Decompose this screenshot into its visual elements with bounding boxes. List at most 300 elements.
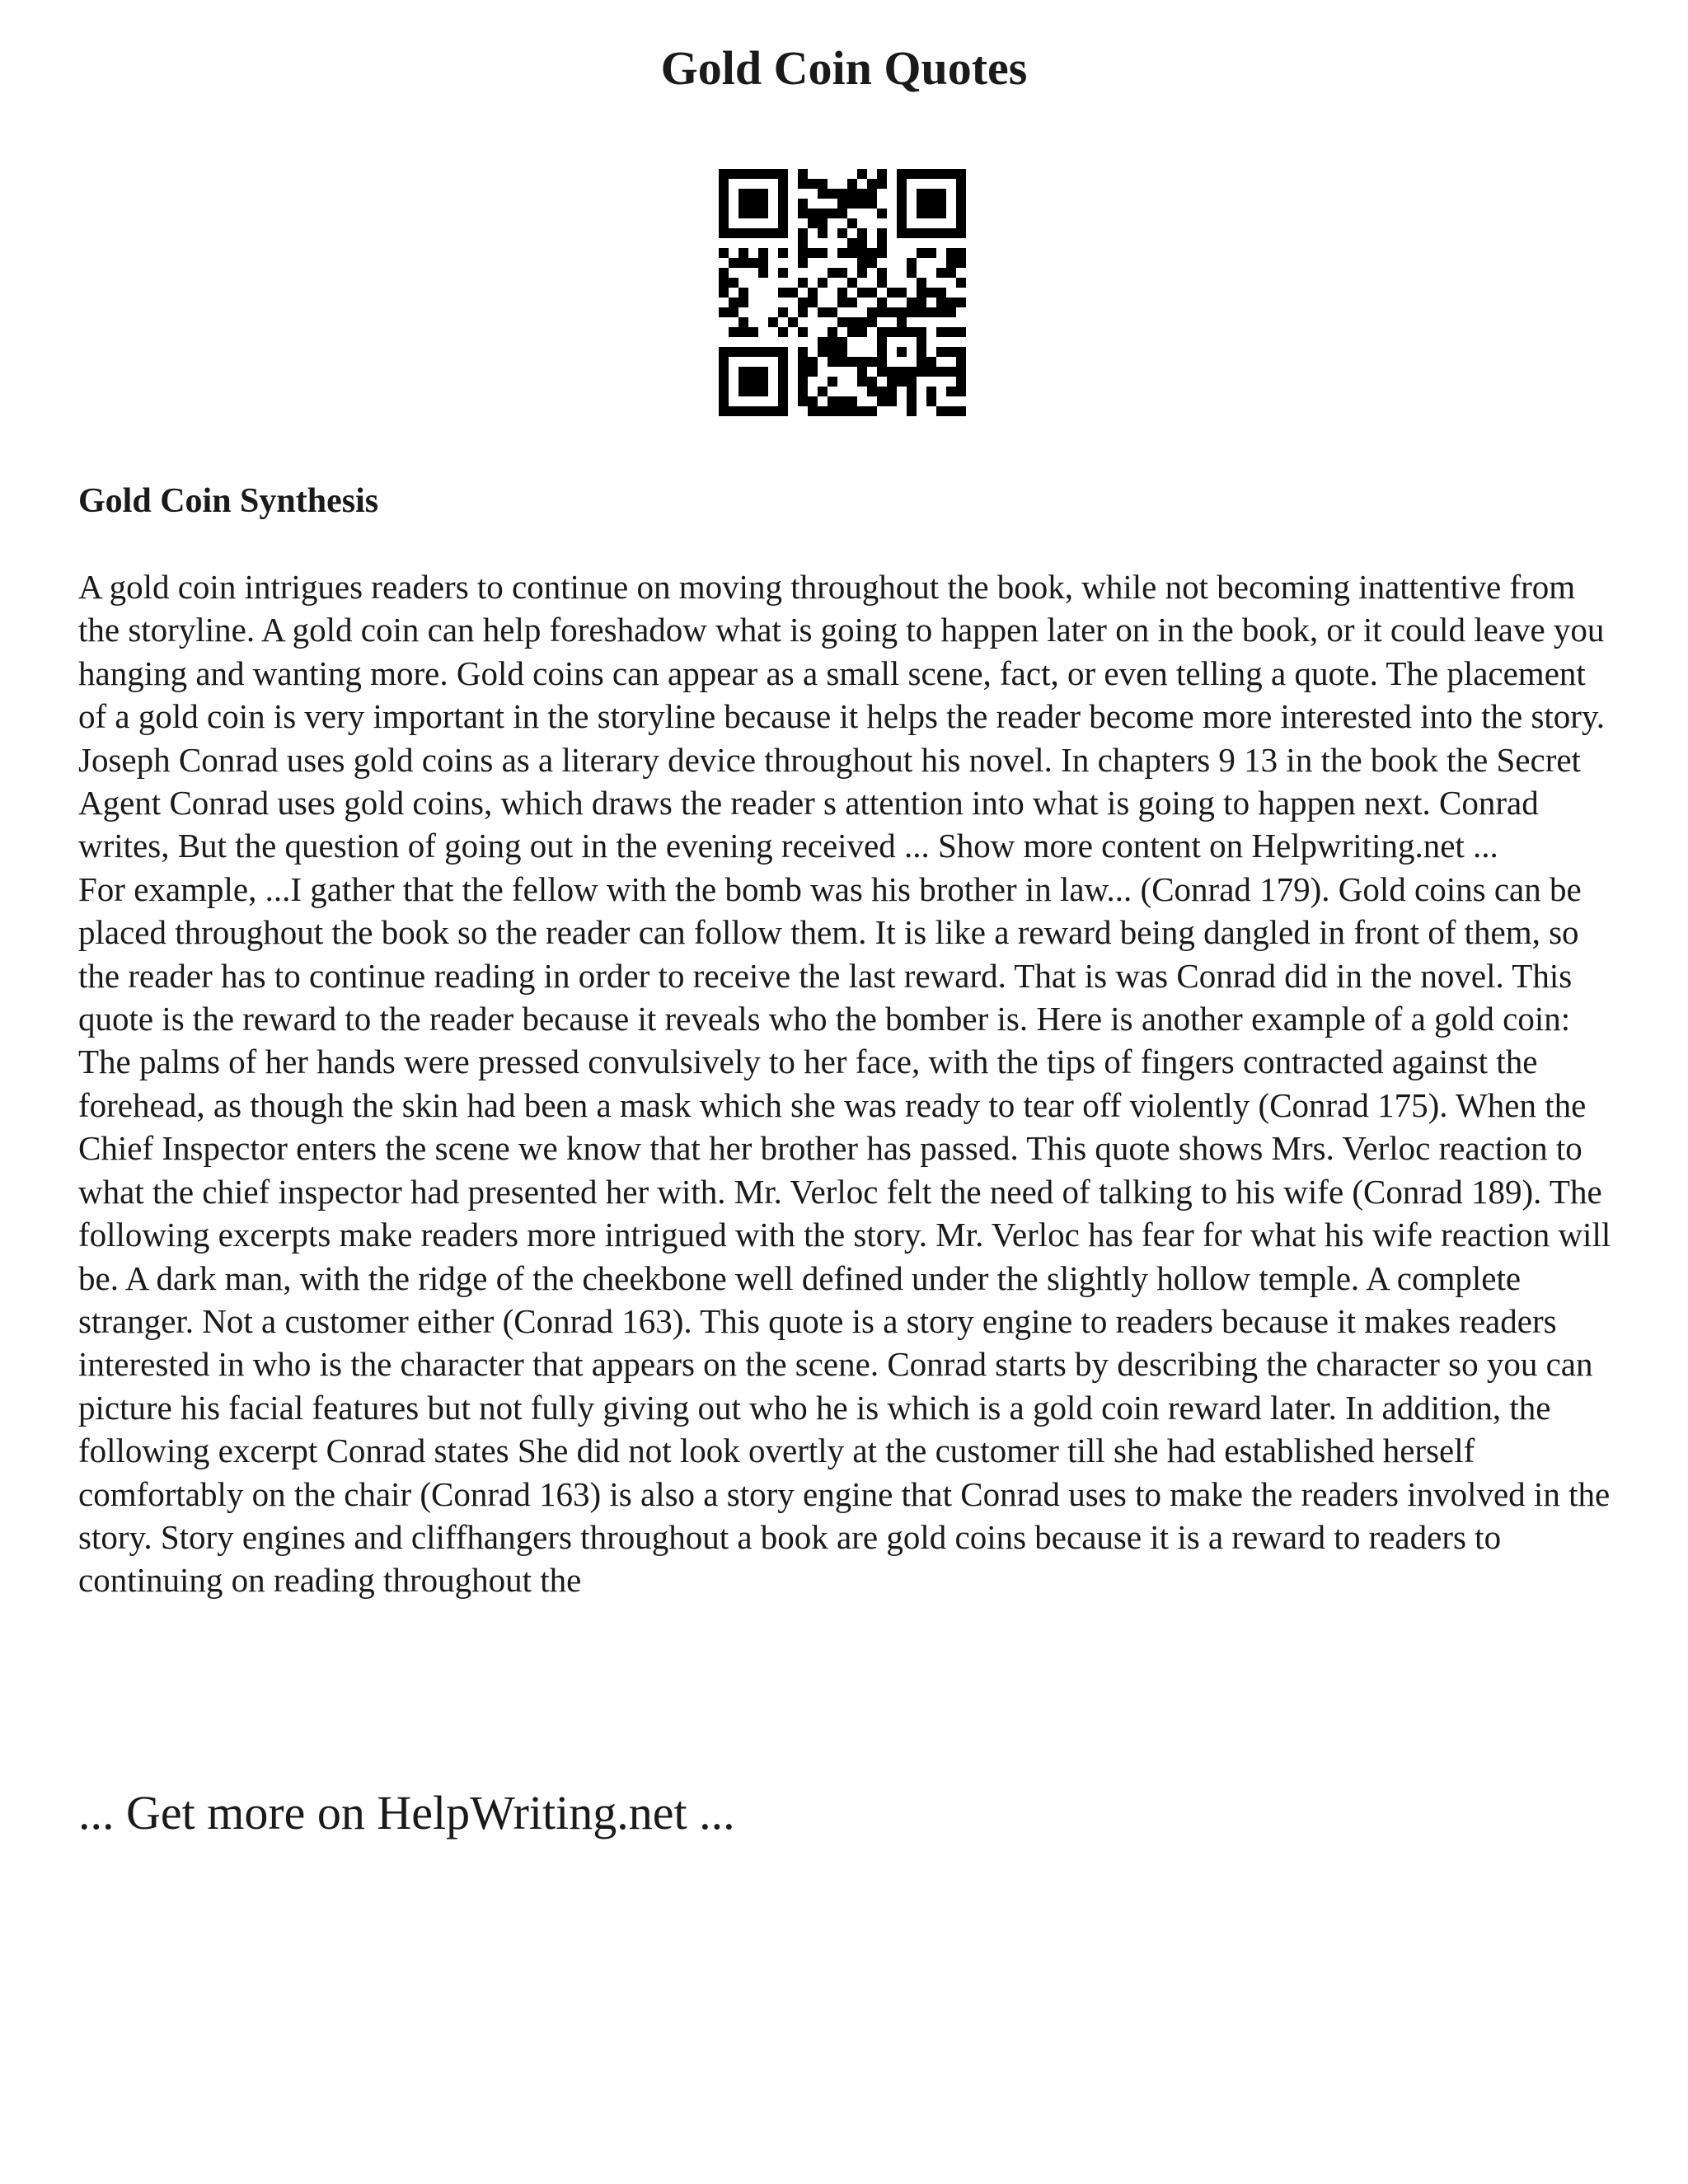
qr-module [867,406,877,416]
qr-module [956,169,966,179]
qr-module [828,337,837,347]
qr-module [907,228,917,238]
qr-module [778,209,788,218]
qr-module [758,367,768,377]
qr-module [907,327,917,337]
qr-module [818,278,828,288]
qr-module [778,268,788,278]
qr-module [808,179,818,189]
qr-module [818,347,828,357]
qr-module [748,367,758,377]
qr-module [907,307,917,317]
qr-module [738,298,748,307]
qr-module [936,169,946,179]
qr-module [877,357,887,367]
qr-module [946,406,956,416]
qr-module [719,288,729,298]
qr-module [788,288,798,298]
qr-module [867,357,877,367]
qr-module [897,288,907,298]
qr-module [897,327,907,337]
qr-module [887,288,897,298]
qr-module [956,278,966,288]
qr-module [837,199,847,209]
qr-module [946,367,956,377]
qr-module [778,228,788,238]
qr-module [877,307,887,317]
qr-module [887,307,897,317]
qr-module [748,228,758,238]
qr-module [738,258,748,268]
qr-module [867,258,877,268]
qr-module [828,189,837,199]
qr-module [917,337,926,347]
qr-module [917,248,926,258]
qr-module [847,357,857,367]
qr-module [897,228,907,238]
qr-module [946,347,956,357]
qr-module [738,288,748,298]
qr-module [907,258,917,268]
qr-module [778,396,788,406]
qr-module [847,218,857,228]
qr-module [748,189,758,199]
qr-module [719,367,729,377]
qr-module [719,268,729,278]
qr-module [798,347,808,357]
qr-module [798,209,808,218]
qr-module [748,347,758,357]
qr-module [956,228,966,238]
qr-module [758,258,768,268]
qr-module [936,327,946,337]
qr-module [837,337,847,347]
qr-module [798,396,808,406]
qr-module [877,327,887,337]
qr-module [837,298,847,307]
qr-module [926,169,936,179]
qr-module [729,258,738,268]
qr-module [956,218,966,228]
qr-module [729,327,738,337]
qr-module [837,288,847,298]
qr-module [719,307,729,317]
qr-module [778,218,788,228]
qr-module [867,307,877,317]
qr-module [946,268,956,278]
qr-module [828,209,837,218]
qr-module [778,199,788,209]
paragraph-2: For example, ...I gather that the fellow with the bomb was his brother in law... (Conrad 179). Gold coins can be placed throughout the book so the reader can follow them. It is like a reward being dangled in front of them, so the reader has to continue reading in order to receive the last reward. That is was Conrad did in the novel. This quote is the reward to the reader because it reveals who the bomber is. Here is another example of a gold coin: The palms of her hands were pressed convulsively to her face, with the tips of fingers contracted against the forehead, as though the skin had been a mask which she was ready to tear off violently (Conrad 175). When the Chief Inspector enters the scene we know that her brother has passed. This quote shows Mrs. Verloc reaction to what the chief inspector had presented her with. Mr. Verloc felt the need of talking to his wife (Conrad 189). The following excerpts make readers more intrigued with the story. Mr. Verloc has fear for what his wife reaction will be. A dark man, with the ridge of the cheekbone well defined under the slightly hollow temple. A complete stranger. Not a customer either (Conrad 163). This quote is a story engine to readers because it makes readers interested in who is the character that appears on the scene. Conrad starts by describing the character so you can picture his facial features but not fully giving out who he is which is a gold coin reward later. In addition, the following excerpt Conrad states She did not look overtly at the customer till she had established herself comfortably on the chair (Conrad 163) is also a story engine that Conrad uses to make the readers involved in the story. Story engines and cliffhangers throughout a book are gold coins because it is a reward to readers to continuing on reading throughout the [78,869,1611,1600]
qr-code-icon [719,169,966,416]
qr-module [956,199,966,209]
qr-module [917,199,926,209]
qr-module [897,377,907,387]
qr-module [867,179,877,189]
qr-module [738,169,748,179]
qr-module [847,298,857,307]
qr-module [867,377,877,387]
qr-module [897,317,907,327]
qr-module [946,169,956,179]
qr-module [936,347,946,357]
get-more-link[interactable]: ... Get more on HelpWriting.net ... [78,1786,735,1840]
qr-module [956,248,966,258]
qr-module [877,298,887,307]
qr-module [818,179,828,189]
qr-module [758,228,768,238]
qr-module [877,228,887,238]
qr-module [828,406,837,416]
qr-module [828,268,837,278]
body-text [78,565,1620,1602]
qr-module [778,367,788,377]
qr-module [738,248,748,258]
qr-module [847,179,857,189]
qr-module [758,199,768,209]
qr-module [719,199,729,209]
qr-module [818,209,828,218]
qr-module [748,258,758,268]
qr-module [778,307,788,317]
qr-module [748,406,758,416]
qr-module [877,387,887,396]
qr-module [798,199,808,209]
qr-module [798,387,808,396]
qr-module [907,387,917,396]
qr-module [887,327,897,337]
qr-module [857,367,867,377]
qr-module [719,189,729,199]
qr-module [788,317,798,327]
qr-module [738,317,748,327]
qr-module [758,387,768,396]
qr-module [798,238,808,248]
qr-module [748,327,758,337]
qr-module [828,307,837,317]
qr-module [729,228,738,238]
qr-module [748,199,758,209]
qr-module [719,228,729,238]
qr-module [946,228,956,238]
qr-module [847,396,857,406]
qr-module [729,169,738,179]
paragraph-1: A gold coin intrigues readers to continue on moving throughout the book, while not becoming inattentive from the storyline. A gold coin can help foreshadow what is going to happen later on in the book, or it could leave you hanging and wanting more. Gold coins can appear as a small scene, fact, or even telling a quote. The placement of a gold coin is very important in the storyline because it helps the reader become more interested into the story. Joseph Conrad uses gold coins as a literary device throughout his novel. In chapters 9 13 in the book the Secret Agent Conrad uses gold coins, which draws the reader s attention into what is going to happen next. Conrad writes, But the question of going out in the evening received ... Show more content on Helpwriting.net ... [78,568,1606,865]
qr-module [926,209,936,218]
qr-module [926,396,936,406]
qr-module [956,327,966,337]
qr-module [719,248,729,258]
qr-module [857,268,867,278]
qr-module [808,396,818,406]
qr-module [867,248,877,258]
qr-module [758,347,768,357]
qr-module [778,288,788,298]
qr-module [837,268,847,278]
qr-module [907,268,917,278]
qr-module [818,307,828,317]
qr-module [956,357,966,367]
qr-module [907,406,917,416]
qr-module [758,189,768,199]
qr-module [857,238,867,248]
qr-module [897,209,907,218]
qr-module [847,238,857,248]
qr-module [818,218,828,228]
qr-module [818,189,828,199]
qr-module [956,406,966,416]
qr-module [748,377,758,387]
qr-module [956,189,966,199]
qr-module [897,179,907,189]
qr-module [719,278,729,288]
qr-module [907,169,917,179]
qr-module [738,377,748,387]
qr-module [719,387,729,396]
qr-module [758,209,768,218]
qr-module [847,406,857,416]
qr-module [936,199,946,209]
qr-module [719,396,729,406]
qr-module [877,169,887,179]
qr-module [748,169,758,179]
qr-module [877,268,887,278]
qr-module [798,367,808,377]
qr-module [768,169,778,179]
section-subtitle: Gold Coin Synthesis [78,482,379,520]
qr-module [897,218,907,228]
qr-module [936,268,946,278]
qr-module [956,367,966,377]
qr-module [837,248,847,258]
qr-module [798,327,808,337]
qr-module [956,298,966,307]
qr-module [719,218,729,228]
qr-module [837,189,847,199]
qr-module [936,298,946,307]
qr-module [818,228,828,238]
qr-module [907,367,917,377]
qr-module [857,327,867,337]
qr-module [798,228,808,238]
qr-module [778,357,788,367]
qr-module [798,278,808,288]
qr-module [719,209,729,218]
qr-module [857,357,867,367]
qr-module [818,387,828,396]
qr-module [828,377,837,387]
qr-module [828,357,837,367]
qr-module [798,179,808,189]
qr-module [887,367,897,377]
qr-module [837,317,847,327]
qr-module [748,209,758,218]
qr-module [738,327,748,337]
qr-module [857,199,867,209]
qr-module [828,347,837,357]
qr-module [946,258,956,268]
qr-module [956,209,966,218]
qr-code-graphic [719,169,966,416]
qr-module [867,387,877,396]
qr-module [808,367,818,377]
qr-module [917,327,926,337]
qr-module [738,406,748,416]
qr-module [808,209,818,218]
qr-module [956,179,966,189]
qr-module [867,189,877,199]
qr-module [926,189,936,199]
qr-module [887,377,897,387]
qr-module [738,189,748,199]
qr-module [936,406,946,416]
qr-module [887,387,897,396]
qr-module [877,238,887,248]
qr-module [887,396,897,406]
qr-module [877,396,887,406]
qr-module [768,317,778,327]
qr-module [808,406,818,416]
qr-module [778,327,788,337]
qr-module [738,387,748,396]
qr-module [818,337,828,347]
qr-module [936,288,946,298]
qr-module [719,179,729,189]
qr-module [778,377,788,387]
qr-module [936,228,946,238]
qr-module [907,298,917,307]
qr-module [778,189,788,199]
qr-module [808,218,818,228]
qr-module [926,288,936,298]
qr-module [897,307,907,317]
qr-module [917,288,926,298]
qr-module [808,288,818,298]
qr-module [917,367,926,377]
qr-module [926,199,936,209]
qr-module [926,357,936,367]
qr-module [857,169,867,179]
qr-module [917,169,926,179]
qr-module [936,367,946,377]
qr-module [857,189,867,199]
qr-module [719,357,729,367]
qr-module [897,199,907,209]
qr-module [857,288,867,298]
qr-module [778,406,788,416]
qr-module [798,169,808,179]
qr-module [719,347,729,357]
qr-module [917,347,926,357]
qr-module [798,377,808,387]
qr-module [837,396,847,406]
qr-module [748,387,758,396]
qr-module [837,228,847,238]
qr-module [808,248,818,258]
qr-module [738,199,748,209]
qr-module [798,248,808,258]
qr-module [917,209,926,218]
qr-module [768,406,778,416]
qr-module [926,228,936,238]
qr-module [738,228,748,238]
qr-module [768,228,778,238]
qr-module [917,307,926,317]
qr-module [877,367,887,377]
qr-module [847,189,857,199]
qr-module [847,199,857,209]
qr-module [758,268,768,278]
qr-module [877,337,887,347]
qr-module [798,357,808,367]
qr-module [857,228,867,238]
qr-module [778,169,788,179]
qr-module [907,396,917,406]
qr-module [758,248,768,258]
qr-module [738,367,748,377]
qr-module [778,387,788,396]
qr-module [897,367,907,377]
qr-module [778,347,788,357]
qr-module [897,347,907,357]
qr-module [926,307,936,317]
qr-module [917,228,926,238]
qr-module [946,298,956,307]
qr-module [877,347,887,357]
qr-module [857,317,867,327]
qr-module [956,258,966,268]
qr-module [808,298,818,307]
qr-module [867,199,877,209]
qr-module [936,209,946,218]
qr-module [758,406,768,416]
qr-module [798,307,808,317]
qr-module [729,307,738,317]
qr-module [877,179,887,189]
qr-module [818,406,828,416]
qr-module [926,387,936,396]
qr-module [867,288,877,298]
qr-module [719,169,729,179]
qr-module [847,278,857,288]
qr-module [729,278,738,288]
qr-module [956,347,966,357]
qr-module [857,406,867,416]
qr-module [758,169,768,179]
qr-module [738,347,748,357]
qr-module [778,248,788,258]
qr-module [926,248,936,258]
qr-module [897,169,907,179]
qr-module [729,298,738,307]
qr-module [917,278,926,288]
qr-module [936,307,946,317]
qr-module [828,396,837,406]
qr-module [828,327,837,337]
qr-module [729,347,738,357]
qr-module [768,347,778,357]
qr-module [847,317,857,327]
qr-module [946,327,956,337]
qr-module [847,327,857,337]
qr-module [936,189,946,199]
qr-module [867,317,877,327]
qr-module [837,347,847,357]
qr-module [917,189,926,199]
qr-module [907,377,917,387]
qr-module [877,248,887,258]
qr-module [857,377,867,387]
